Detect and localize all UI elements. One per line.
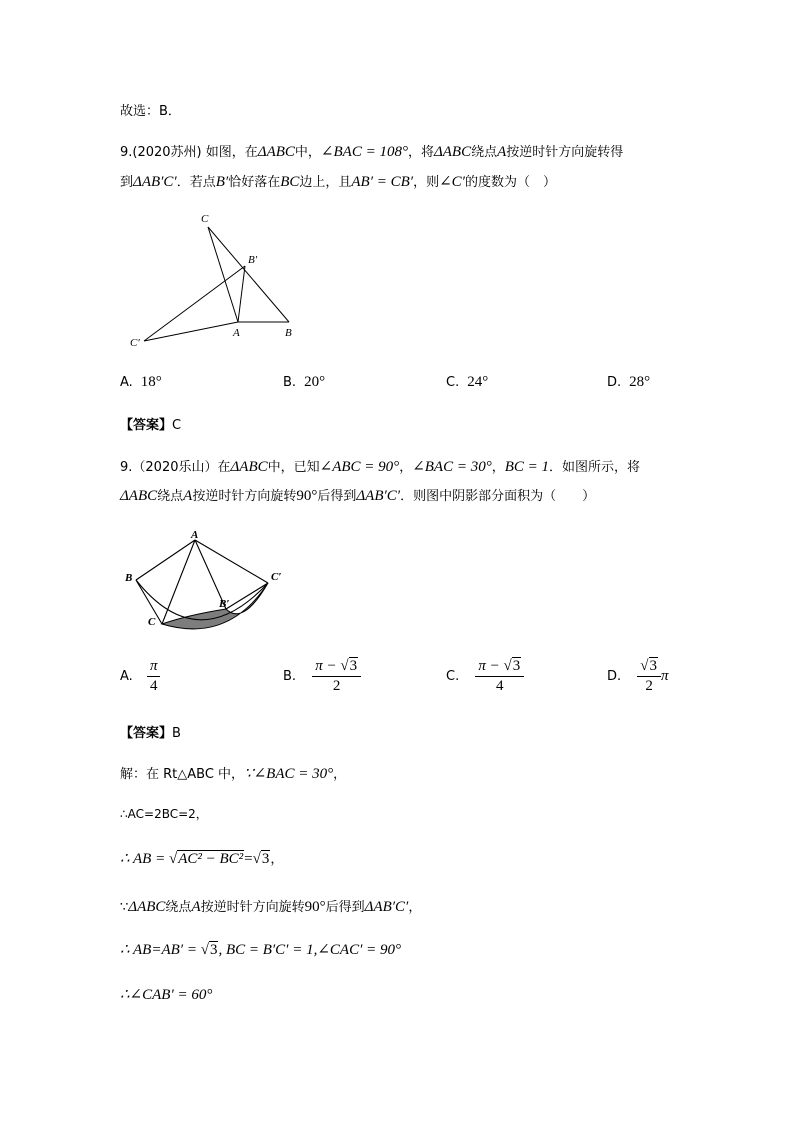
q1-segment-AB-prime: [238, 266, 245, 322]
q2-option-c-fraction: $\frac{\pi - √3}{4}$: [475, 658, 524, 695]
q2-label-C-prime: C′: [271, 571, 282, 583]
q2-segment-AC-prime: [195, 540, 268, 583]
q2-solution-line-5: ∴ AB=AB′ = √3, BC = B′C′ = 1,∠CAC′ = 90°: [120, 942, 401, 958]
q2-option-a: A. $\frac{\pi}{4}$: [120, 658, 160, 695]
q1-label-A: A: [233, 327, 240, 339]
q2-solution-line-1: 解：在 Rt△ABC 中，∵∠BAC = 30°，: [120, 766, 347, 782]
q1-option-a: A. 18°: [120, 374, 162, 390]
q1-option-d: D. 28°: [607, 374, 651, 390]
q2-segment-AB: [136, 540, 195, 580]
q2-label-C: C: [148, 616, 156, 628]
q1-answer: 【答案】C: [120, 418, 182, 433]
q2-option-d-fraction: $\frac{√3}{2}$: [637, 658, 661, 695]
q2-rotation-figure: [118, 528, 293, 633]
q2-stem-line-2: ΔABC绕点A按逆时针方向旋转90°后得到ΔAB′C′．则图中阴影部分面积为（ ）: [120, 488, 596, 504]
q2-solution-line-2: ∴AC=2BC=2，: [120, 807, 208, 821]
q2-segment-B-prime-C-prime: [226, 583, 268, 609]
q1-segment-CB: [208, 227, 289, 322]
q2-label-A: A: [191, 529, 199, 541]
q1-label-B: B: [285, 327, 292, 339]
q2-option-d: D. $\frac{√3}{2}$ π: [607, 658, 669, 694]
q2-option-b: B. $\frac{\pi - √3}{2}$: [283, 658, 361, 695]
q1-stem-line-2: 到ΔAB′C′．若点B′恰好落在BC边上，且AB′ = CB′，则∠C′的度数为（ ）: [120, 174, 556, 190]
q2-shaded-region: [162, 583, 268, 629]
q2-label-B-prime: B′: [219, 598, 230, 610]
q1-label-B-prime: B′: [248, 254, 258, 266]
q2-answer: 【答案】B: [120, 726, 181, 741]
q1-segment-C-prime-A: [144, 322, 238, 341]
q2-segment-AC: [162, 540, 195, 624]
q2-stem-line-1: 9.（2020乐山）在ΔABC中，已知∠ABC = 90°，∠BAC = 30°，BC = 1．如图所示，将: [120, 459, 641, 475]
q1-option-b: B. 20°: [283, 374, 326, 390]
q1-rotation-figure: [125, 205, 310, 350]
q2-label-B: B: [125, 572, 133, 584]
previous-select-line: 故选：B．: [120, 104, 181, 119]
q2-option-a-fraction: $\frac{\pi}{4}$: [147, 658, 161, 695]
q2-solution-line-3: ∴ AB = √AC² − BC²=√3，: [120, 851, 284, 867]
q1-stem-line-1: 9.(2020苏州) 如图，在ΔABC中，∠BAC = 108°，将ΔABC绕点A按逆时针方向旋转得: [120, 144, 624, 160]
q1-segment-C-prime-B-prime: [144, 266, 245, 341]
q1-label-C-prime: C′: [130, 337, 140, 349]
q1-option-c: C. 24°: [446, 374, 489, 390]
q1-label-C: C: [201, 213, 209, 225]
q2-option-c: C. $\frac{\pi - √3}{4}$: [446, 658, 524, 695]
q2-option-b-fraction: $\frac{\pi - √3}{2}$: [312, 658, 361, 695]
q2-solution-line-6: ∴∠CAB′ = 60°: [120, 987, 213, 1003]
q2-solution-line-4: ∵ΔABC绕点A按逆时针方向旋转90°后得到ΔAB′C′，: [120, 899, 422, 915]
